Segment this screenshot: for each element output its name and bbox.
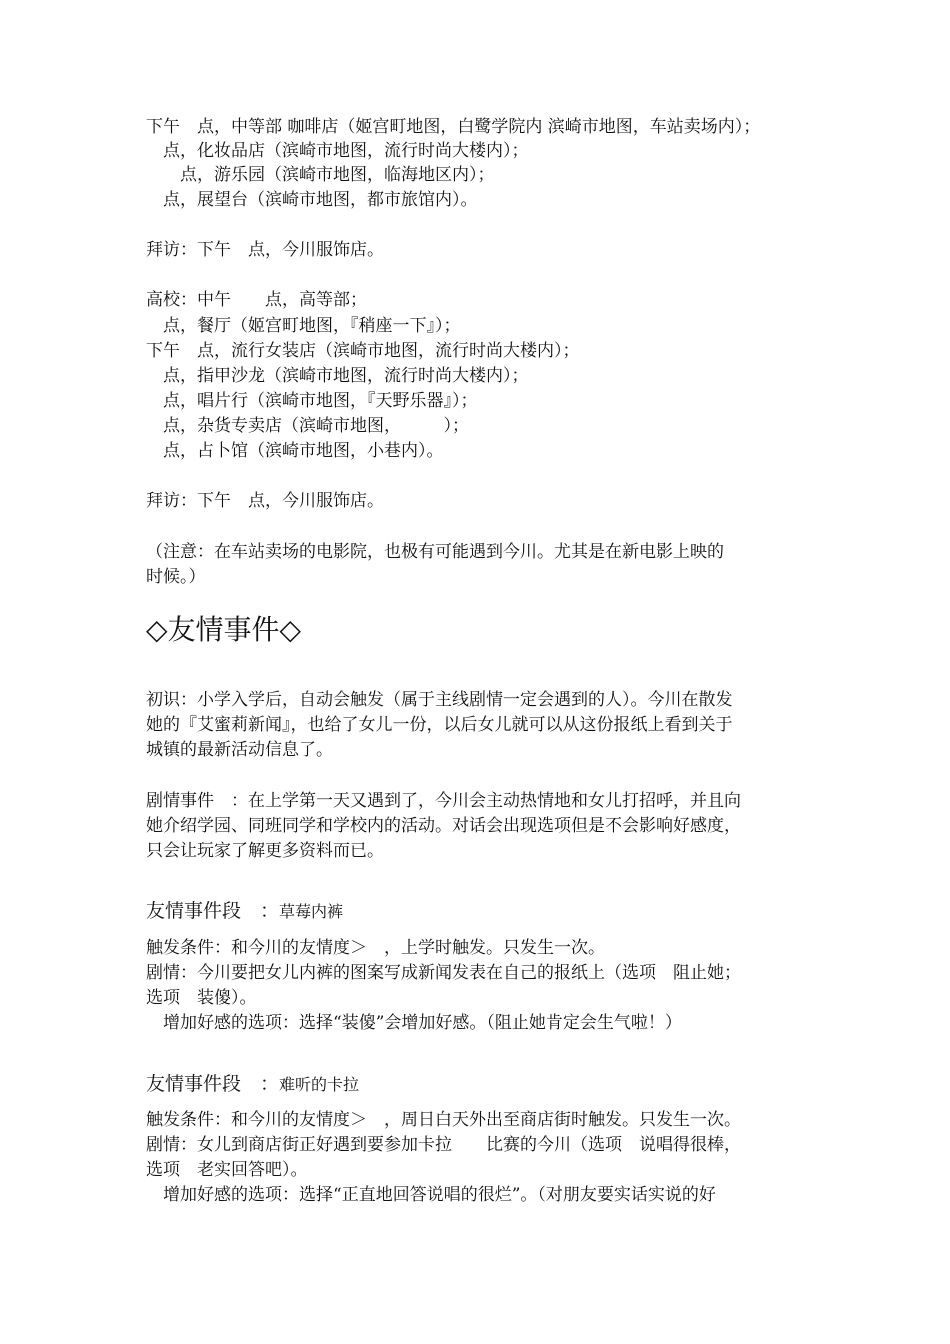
event-line: 剧情：女儿到商店街正好遇到要参加卡拉 比赛的今川（选项 说唱得很棒， (146, 1135, 741, 1155)
event-line: 选项 装傻）。 (146, 988, 257, 1008)
schedule-line: 高校：中午 点，高等部； (146, 290, 367, 310)
story-line: 剧情事件 ：在上学第一天又遇到了，今川会主动热情地和女儿打招呼，并且向 (146, 791, 741, 811)
event-line: 增加好感的选项：选择“装傻”会增加好感。（阻止她肯定会生气啦！） (146, 1013, 682, 1033)
story-line: 只会让玩家了解更多资料而已。 (146, 841, 384, 861)
section-title: ◇友情事件◇ (146, 613, 302, 646)
schedule-line: 点，唱片行（滨崎市地图，『天野乐器』）； (146, 391, 478, 411)
schedule-line: 点，展望台（滨崎市地图，都市旅馆内）。 (146, 190, 478, 210)
schedule-line: 点，杂货专卖店（滨崎市地图， ）； (146, 416, 469, 436)
event-heading (146, 1071, 359, 1098)
schedule-line: 点，占卜馆（滨崎市地图，小巷内）。 (146, 441, 444, 461)
event-line: 触发条件：和今川的友情度＞ ，上学时触发。只发生一次。 (146, 938, 605, 958)
story-line: 她介绍学园、同班同学和学校内的活动。对话会出现选项但是不会影响好感度， (146, 816, 741, 836)
schedule-line: 点，化妆品店（滨崎市地图，流行时尚大楼内）； (146, 141, 529, 161)
schedule-line: 点，指甲沙龙（滨崎市地图，流行时尚大楼内）； (146, 366, 529, 386)
event-line: 增加好感的选项：选择“正直地回答说唱的很烂”。（对朋友要实话实说的好 (146, 1185, 716, 1205)
event-line: 触发条件：和今川的友情度＞ ，周日白天外出至商店街时触发。只发生一次。 (146, 1110, 741, 1130)
schedule-line: 下午 点，流行女装店（滨崎市地图，流行时尚大楼内）； (146, 341, 580, 361)
event-title: 友情事件段 ： (146, 1073, 280, 1095)
schedule-line: 点，餐厅（姬宫町地图，『稍座一下』）； (146, 316, 461, 336)
note-line: （注意：在车站卖场的电影院，也极有可能遇到今川。尤其是在新电影上映的 (146, 542, 724, 562)
schedule-line: 点，游乐园（滨崎市地图，临海地区内）； (146, 165, 495, 185)
schedule-line: 下午 点，中等部 咖啡店（姬宫町地图，白鹭学院内 滨崎市地图，车站卖场内）； (146, 117, 761, 137)
visit-line: 拜访：下午 点，今川服饰店。 (146, 240, 384, 260)
intro-line: 初识：小学入学后，自动会触发（属于主线剧情一定会遇到的人）。今川在散发 (146, 690, 733, 710)
event-subtitle: 草莓内裤 (279, 902, 344, 921)
event-title: 友情事件段 ： (146, 900, 280, 922)
event-heading (146, 898, 343, 925)
event-subtitle: 难听的卡拉 (279, 1075, 360, 1094)
intro-line: 她的『艾蜜莉新闻』，也给了女儿一份，以后女儿就可以从这份报纸上看到关于 (146, 715, 733, 735)
event-line: 剧情：今川要把女儿内裤的图案写成新闻发表在自己的报纸上（选项 阻止她； (146, 963, 741, 983)
note-line: 时候。） (146, 567, 206, 587)
visit-line: 拜访：下午 点，今川服饰店。 (146, 491, 384, 511)
intro-line: 城镇的最新活动信息了。 (146, 740, 333, 760)
event-line: 选项 老实回答吧）。 (146, 1160, 308, 1180)
